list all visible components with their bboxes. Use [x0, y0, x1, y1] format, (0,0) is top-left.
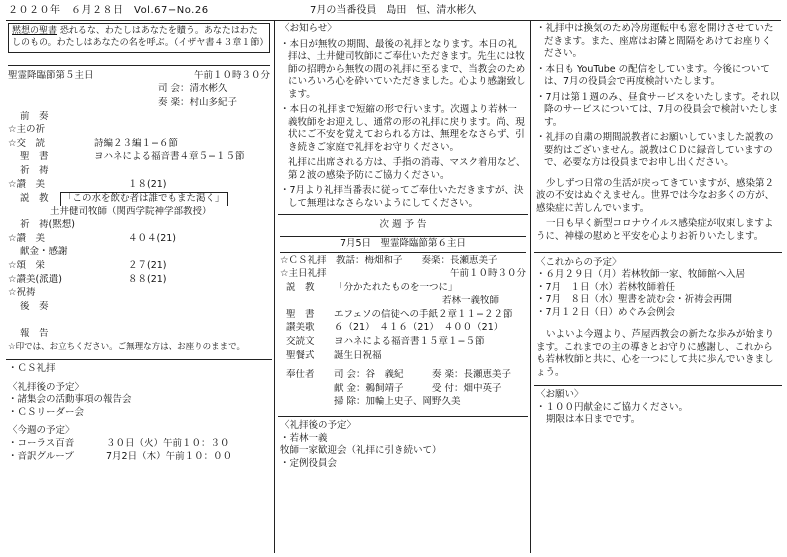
- cs-after-item: ・諸集会の活動事項の報告会: [8, 394, 132, 406]
- next-detail-row: 讃美歌 ６（21） ４１６（21） ４００（21）: [286, 322, 504, 334]
- cs-section: [8, 363, 270, 465]
- section-rule: [534, 385, 782, 386]
- announcements: [536, 23, 780, 170]
- next-main-time: 午前１０時３０分: [449, 268, 526, 280]
- service-item: ☆交 読 詩編２３編１−６節: [8, 137, 178, 149]
- week-item: ・音訳グループ 7月2日（木）午前１０：００: [8, 451, 233, 463]
- service-item: 献金・感謝: [20, 246, 68, 258]
- next-sermon-row: 説 教 「分かたれたものを一つに」: [286, 281, 458, 293]
- service-presider-row: [8, 83, 270, 97]
- future-item: ・６月２９日（月）若林牧師一家、牧師館へ入居: [536, 269, 746, 281]
- next-cs-line: ☆ＣＳ礼拝 教話：梅畑和子 奏楽：長瀬恵美子: [280, 254, 498, 266]
- service-organist-row: [8, 97, 270, 111]
- announcement-item: ・7月は第１週のみ、昼食サービスをいたします。それ以降のサービスについては、7月の役員会で検討いたします。: [536, 91, 780, 128]
- message-paragraph: 一日も早く新型コロナウイルス感染症が収束しますように、神様の慰めと平安を心よりお祈りいたします。: [536, 218, 774, 242]
- top-rule: [6, 20, 781, 21]
- service-item: 報 告: [20, 328, 49, 340]
- duty-row: 掃 除：加輪上史子、岡野久美: [334, 396, 461, 408]
- request-item: ・１００円献金にご協力ください。: [536, 401, 689, 413]
- standing-note: ☆印では、お立ちください。ご無理な方は、お座りのままで。: [8, 341, 245, 352]
- cs-after-item: ・ＣＳリーダー会: [8, 406, 85, 418]
- service-item: [8, 314, 270, 328]
- sermon-title-box: 「この水を飲む者は誰でもまた渇く」: [60, 192, 228, 206]
- week-item: ・コーラス百音 ３０日（火）午前１０：３０: [8, 437, 230, 449]
- service-item: 聖 書 ヨハネによる福音書４章５−１５節: [20, 151, 245, 163]
- service-item: ☆頌 栄 ２７(21): [8, 260, 167, 272]
- service-time: 午前１０時３０分: [193, 69, 270, 81]
- cs-week-title: 〈今週の予定〉: [8, 425, 75, 437]
- next-week-subtitle: 7月5日 聖霊降臨節第６主日: [280, 236, 526, 253]
- duty-row: 献 金：鵜飼靖子 受 付：畑中英子: [334, 382, 502, 394]
- next-after-item: 牧師一家歓迎会（礼拝に引き続いて）: [280, 445, 442, 457]
- service-item: ☆主の祈: [8, 124, 46, 136]
- future-schedule: [536, 257, 780, 320]
- verse-text: 恐れるな、わたしはあなたを贖う。あなたはわたしのもの。わたしはあなたの名を呼ぶ。（イザヤ書４３章１節）: [12, 26, 269, 48]
- column-divider-1: [274, 20, 275, 553]
- service-item: 前 奏: [20, 110, 49, 122]
- service-sunday: 聖霊降臨節第５主日: [8, 69, 94, 81]
- future-item: ・7月 ８日（水）聖書を読む会・祈祷会再開: [536, 294, 733, 306]
- service-header: [8, 70, 270, 84]
- next-detail-row: 聖餐式 誕生日祝福: [286, 349, 382, 361]
- order-of-service: [8, 65, 270, 355]
- next-sermon-title: 「分かたれたものを一つに」: [334, 281, 458, 293]
- meditation-verse-box: [8, 23, 270, 53]
- issue-date: ２０２０年 ６月２８日 Vol.67−No.26: [8, 5, 209, 16]
- notice-title: 〈お知らせ〉: [280, 23, 337, 34]
- section-rule: [6, 359, 272, 360]
- duty-row: 奉仕者 司 会：谷 義紀 奏 楽：長瀬恵美子: [286, 369, 512, 381]
- column-order-of-service: [8, 23, 270, 465]
- service-item: 後 奏: [20, 300, 49, 312]
- notice-item: 礼拝に出席される方は、手指の消毒、マスク着用など、第２波の感染予防にご協力ください。: [288, 157, 526, 181]
- notice-item: ・本日の礼拝まで短縮の形で行います。次週より若林一義牧師をお迎えし、通常の形の礼拝に戻ります。尚、現状にご不安を覚えておられる方は、無理をなさらず、引き続きご家庭で礼拝をお守りください。: [280, 104, 525, 153]
- message-paragraph: いよいよ今週より、芦屋西教会の新たな歩みが始まります。これまでの主の導きとお守りに感謝し、これからも若林牧師と共に、心を一つにして共に歩んでいきましょう。: [536, 329, 775, 378]
- announcement-item: ・礼拝中は換気のため冷房運転中も窓を開けさせていただきます。また、座席はお隣と間隔をあけてお座りください。: [536, 23, 774, 60]
- next-preacher-row: [280, 295, 526, 309]
- request-title: 〈お願い〉: [536, 389, 584, 401]
- future-item: ・7月１２日（日）めぐみ会例会: [536, 306, 676, 318]
- service-organist: 奏 楽：村山多紀子: [158, 96, 238, 108]
- service-item: 祈 祷: [20, 164, 49, 176]
- next-preacher: 若林一義牧師: [442, 295, 500, 307]
- service-item: 説 教 「この水を飲む者は誰でもまた渇く」: [8, 192, 270, 206]
- service-item: 土井健司牧師（関西学院神学部教授）: [50, 205, 212, 217]
- next-main-row: [280, 268, 526, 282]
- service-presider: 司 会：清水彬久: [158, 83, 228, 95]
- future-title: 〈これからの予定〉: [536, 256, 622, 268]
- next-after-item: ・若林一義: [280, 432, 328, 444]
- service-item: 祈 祷(黙想): [20, 219, 75, 231]
- new-beginning-message: [536, 329, 780, 379]
- service-item: ☆讃美(派遣) ８８(21): [8, 273, 167, 285]
- section-rule: [278, 416, 528, 417]
- duty-officers: 7月の当番役員 島田 恒、清水彬久: [310, 5, 477, 16]
- pastoral-message: [536, 178, 780, 244]
- section-rule: [278, 214, 528, 215]
- cs-after-title: 〈礼拝後の予定〉: [8, 381, 85, 393]
- next-detail-row: 聖 書 エフェソの信徒への手紙２章１１−２２節: [286, 308, 513, 320]
- next-detail-row: 交読文 ヨハネによる福音書１５章１−５節: [286, 336, 485, 348]
- next-main-label: ☆主日礼拝: [280, 268, 327, 280]
- next-after: [280, 420, 526, 470]
- next-week-title: 次 週 予 告: [379, 219, 427, 231]
- service-item: ☆讃 美 １８(21): [8, 178, 167, 190]
- notice-item: ・7月より礼拝当番表に従ってご奉仕いただきますが、決して無理はなさらないようにしてください。: [280, 185, 524, 209]
- request-item: 期限は本日までです。: [546, 414, 641, 426]
- verse-title: 黙想の聖書: [12, 26, 58, 36]
- requests: [536, 389, 780, 427]
- column-announcements: [536, 23, 780, 427]
- column-notices: [280, 23, 526, 470]
- cs-title: ・ＣＳ礼拝: [8, 363, 56, 375]
- future-item: ・7月 １日（水）若林牧師着任: [536, 281, 676, 293]
- next-week: [280, 219, 526, 470]
- service-item: ☆讃 美 ４０４(21): [8, 232, 177, 244]
- next-after-item: ・定例役員会: [280, 457, 338, 469]
- announcement-item: ・本日も YouTube の配信をしています。今後については、7月の役員会で再度検討いたします。: [536, 63, 770, 88]
- message-paragraph: 少しずつ日常の生活が戻ってきていますが、感染第２波の不安はぬぐえません。世界では今なお多くの方が、感染症に苦しんでいます。: [536, 177, 775, 214]
- section-rule: [534, 252, 782, 253]
- column-divider-2: [530, 20, 531, 553]
- notices: [280, 23, 526, 210]
- notice-item: ・本日が無牧の期間、最後の礼拝となります。本日の礼拝は、土井健司牧師にご奉仕いただきます。先生には牧師の招聘から無牧の間の礼拝に至るまで、当教会のためにいろいろ心を砕いていただきました。心より感謝致します。: [280, 38, 526, 100]
- service-item: ☆祝祷: [8, 287, 36, 299]
- next-after-title: 〈礼拝後の予定〉: [280, 420, 357, 432]
- announcement-item: ・礼拝の自粛の期間説教者にお願いしていました説教の要約はございません。説教はＣＤに録音していますので、必要な方は役員までお申し出ください。: [536, 132, 774, 169]
